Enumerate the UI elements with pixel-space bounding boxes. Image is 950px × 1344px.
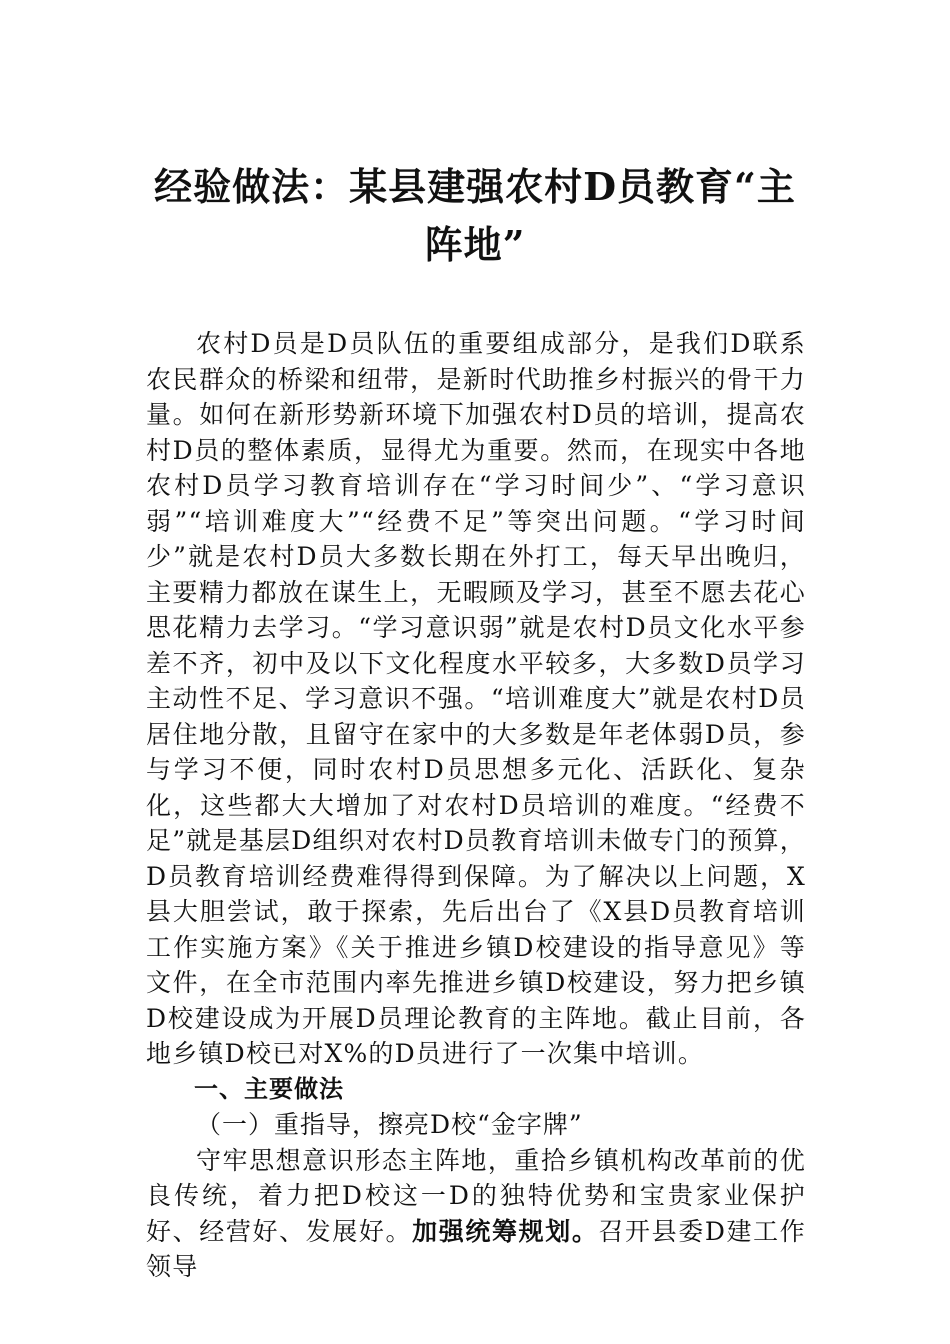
bold-lead-phrase: 加强统筹规划。 xyxy=(412,1216,599,1246)
intro-paragraph: 农村D员是D员队伍的重要组成部分，是我们D联系农民群众的桥梁和纽带，是新时代助推乡村振兴的骨干力量。如何在新形势新环境下加强农村D员的培训，提高农村D员的整体素质，显得尤为重要。然而，在现实中各地农村D员学习教育培训存在“学习时间少”、“学习意识弱”“培训难度大”“经费不足”等突出问题。“学习时间少”就是农村D员大多数长期在外打工，每天早出晚归，主要精力都放在谋生上，无暇顾及学习，甚至不愿去花心思花精力去学习。“学习意识弱”就是农村D员文化水平参差不齐，初中及以下文化程度水平较多，大多数D员学习主动性不足、学习意识不强。“培训难度大”就是农村D员居住地分散，且留守在家中的大多数是年老体弱D员，参与学习不便，同时农村D员思想多元化、活跃化、复杂化，这些都大大增加了对农村D员培训的难度。“经费不足”就是基层D组织对农村D员教育培训未做专门的预算，D员教育培训经费难得得到保障。为了解决以上问题，X县大胆尝试，敢于探索，先后出台了《X县D员教育培训工作实施方案》《关于推进乡镇D校建设的指导意见》等文件，在全市范围内率先推进乡镇D校建设，努力把乡镇D校建设成为开展D员理论教育的主阵地。截止目前，各地乡镇D校已对X%的D员进行了一次集中培训。 xyxy=(146,329,806,1068)
body-paragraph xyxy=(146,1143,806,1285)
paragraph-text-continued: 召开县委D建工作领导 xyxy=(146,1216,806,1281)
subsection-heading: （一）重指导，擦亮D校“金字牌” xyxy=(196,1110,583,1139)
document-body xyxy=(146,326,806,1285)
paragraph-text: 守牢思想意识形态主阵地，重拾乡镇机构改革前的优良传统，着力把D校这一D的独特优势和宝贵家业保护好、经营好、发展好。 xyxy=(146,1145,806,1246)
section-heading: 一、主要做法 xyxy=(194,1074,344,1103)
document-title: 经验做法：某县建强农村D员教育“主阵地” xyxy=(154,164,796,267)
